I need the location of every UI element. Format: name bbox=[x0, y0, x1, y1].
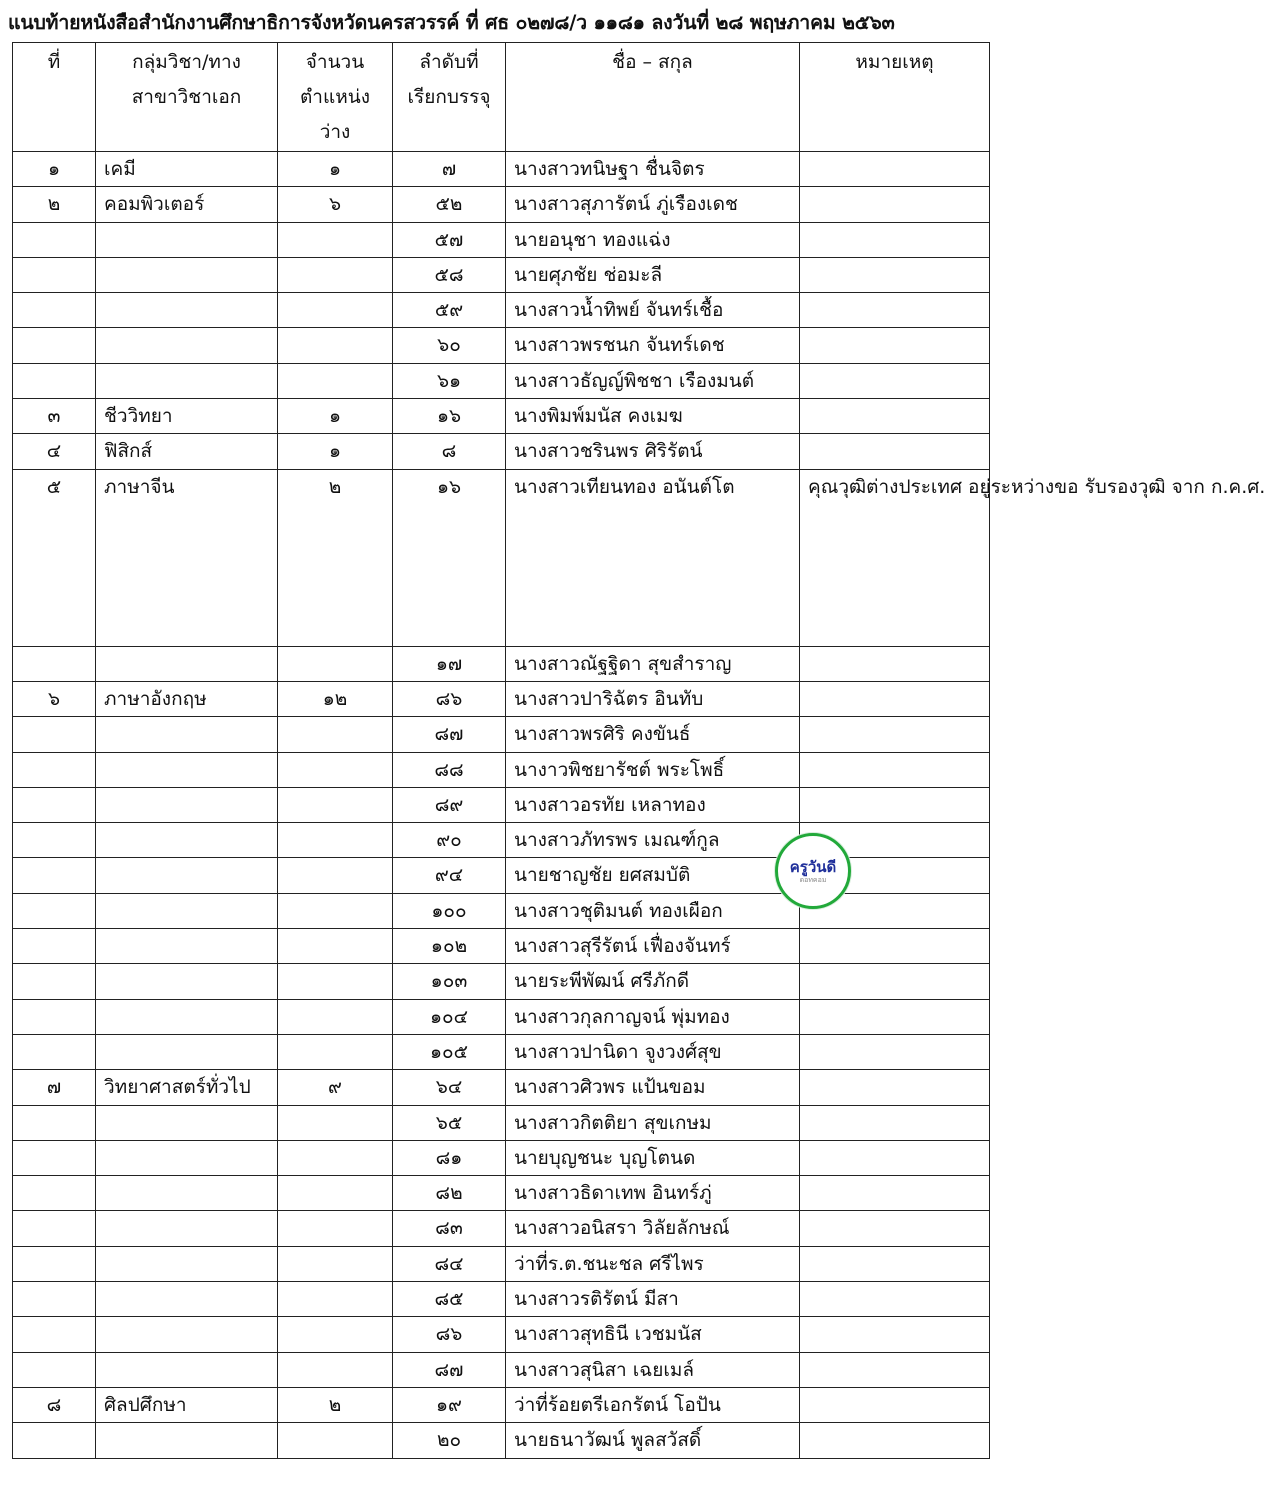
cell-name: นางสาวรติรัตน์ มีสา bbox=[506, 1282, 800, 1317]
cell-no bbox=[13, 1034, 96, 1069]
cell-order: ๕๒ bbox=[393, 187, 506, 222]
cell-subject bbox=[96, 999, 278, 1034]
cell-no bbox=[13, 293, 96, 328]
cell-no bbox=[13, 1140, 96, 1175]
cell-note bbox=[800, 152, 990, 187]
cell-name: นางสาวณัฐฐิดา สุขสำราญ bbox=[506, 646, 800, 681]
header-subject-line1: กลุ่มวิชา/ทาง bbox=[132, 51, 241, 73]
cell-note bbox=[800, 929, 990, 964]
cell-note bbox=[800, 1211, 990, 1246]
header-order-line2: เรียกบรรจุ bbox=[407, 86, 491, 108]
cell-subject bbox=[96, 1317, 278, 1352]
cell-count bbox=[278, 1176, 393, 1211]
cell-name: นายศุภชัย ช่อมะลี bbox=[506, 257, 800, 292]
cell-note bbox=[800, 999, 990, 1034]
cell-no bbox=[13, 1211, 96, 1246]
cell-note bbox=[800, 222, 990, 257]
cell-order: ๖๑ bbox=[393, 363, 506, 398]
table-row bbox=[13, 752, 990, 787]
cell-no bbox=[13, 858, 96, 893]
cell-name: นางสาวพรศิริ คงขันธ์ bbox=[506, 717, 800, 752]
cell-no: ๘ bbox=[13, 1387, 96, 1422]
cell-name: นางสาวสุทธินี เวชมนัส bbox=[506, 1317, 800, 1352]
table-row bbox=[13, 1070, 990, 1105]
table-row bbox=[13, 1140, 990, 1175]
cell-order: ๘๙ bbox=[393, 787, 506, 822]
cell-subject bbox=[96, 1105, 278, 1140]
cell-order: ๑๐๒ bbox=[393, 929, 506, 964]
cell-count bbox=[278, 1211, 393, 1246]
cell-no bbox=[13, 1105, 96, 1140]
cell-count: ๒ bbox=[278, 469, 393, 646]
cell-subject bbox=[96, 1140, 278, 1175]
cell-count: ๑ bbox=[278, 152, 393, 187]
appointment-table bbox=[12, 42, 1265, 1459]
cell-no bbox=[13, 328, 96, 363]
header-order-line1: ลำดับที่ bbox=[419, 51, 479, 73]
cell-name: นางสาวชุติมนต์ ทองเผือก bbox=[506, 893, 800, 928]
cell-order: ๒๐ bbox=[393, 1423, 506, 1458]
cell-order: ๘๖ bbox=[393, 681, 506, 716]
cell-no bbox=[13, 964, 96, 999]
cell-count bbox=[278, 1140, 393, 1175]
cell-name: นายอนุชา ทองแฉ่ง bbox=[506, 222, 800, 257]
table-row bbox=[13, 1423, 990, 1458]
cell-subject: ฟิสิกส์ bbox=[96, 434, 278, 469]
cell-subject: ภาษาจีน bbox=[96, 469, 278, 646]
cell-no bbox=[13, 752, 96, 787]
cell-order: ๘๕ bbox=[393, 1282, 506, 1317]
cell-order: ๕๙ bbox=[393, 293, 506, 328]
cell-order: ๖๐ bbox=[393, 328, 506, 363]
table-row bbox=[13, 1034, 990, 1069]
cell-order: ๘ bbox=[393, 434, 506, 469]
cell-order: ๑๗ bbox=[393, 646, 506, 681]
table-row bbox=[13, 964, 990, 999]
cell-subject: ชีววิทยา bbox=[96, 399, 278, 434]
header-count bbox=[278, 43, 393, 152]
cell-name: นางสาวสุนิสา เฉยเมล์ bbox=[506, 1352, 800, 1387]
cell-subject bbox=[96, 1176, 278, 1211]
cell-subject: ภาษาอังกฤษ bbox=[96, 681, 278, 716]
cell-subject bbox=[96, 1352, 278, 1387]
cell-note bbox=[800, 964, 990, 999]
table-row bbox=[13, 893, 990, 928]
cell-note bbox=[800, 681, 990, 716]
cell-note bbox=[800, 717, 990, 752]
table-row bbox=[13, 187, 990, 222]
cell-order: ๑๙ bbox=[393, 1387, 506, 1422]
cell-count bbox=[278, 363, 393, 398]
cell-no bbox=[13, 1423, 96, 1458]
table-row bbox=[13, 1105, 990, 1140]
cell-name: นายธนาวัฒน์ พูลสวัสดิ์ bbox=[506, 1423, 800, 1458]
table-row bbox=[13, 999, 990, 1034]
cell-no bbox=[13, 1176, 96, 1211]
cell-count: ๙ bbox=[278, 1070, 393, 1105]
cell-note bbox=[800, 1317, 990, 1352]
cell-count bbox=[278, 893, 393, 928]
cell-name: นางสาวปาริฉัตร อินทับ bbox=[506, 681, 800, 716]
table-row bbox=[13, 257, 990, 292]
cell-name: นางสาวปานิดา จูงวงศ์สุข bbox=[506, 1034, 800, 1069]
table-row bbox=[13, 646, 990, 681]
table-row bbox=[13, 469, 990, 646]
cell-note bbox=[800, 1105, 990, 1140]
cell-note bbox=[800, 257, 990, 292]
cell-subject bbox=[96, 328, 278, 363]
cell-count bbox=[278, 858, 393, 893]
cell-count: ๒ bbox=[278, 1387, 393, 1422]
cell-name: ว่าที่ร้อยตรีเอกรัตน์ โอปัน bbox=[506, 1387, 800, 1422]
cell-order: ๗ bbox=[393, 152, 506, 187]
cell-count: ๑๒ bbox=[278, 681, 393, 716]
cell-name: ว่าที่ร.ต.ชนะชล ศรีไพร bbox=[506, 1246, 800, 1281]
cell-subject bbox=[96, 1246, 278, 1281]
cell-count bbox=[278, 823, 393, 858]
cell-order: ๖๔ bbox=[393, 1070, 506, 1105]
cell-note bbox=[800, 1387, 990, 1422]
cell-no bbox=[13, 257, 96, 292]
header-name bbox=[506, 43, 800, 152]
cell-subject bbox=[96, 964, 278, 999]
table-row bbox=[13, 1282, 990, 1317]
cell-subject bbox=[96, 823, 278, 858]
cell-subject: วิทยาศาสตร์ทั่วไป bbox=[96, 1070, 278, 1105]
cell-subject bbox=[96, 929, 278, 964]
table-row bbox=[13, 1246, 990, 1281]
cell-name: นางสาวน้ำทิพย์ จันทร์เชื้อ bbox=[506, 293, 800, 328]
cell-note bbox=[800, 399, 990, 434]
cell-no: ๖ bbox=[13, 681, 96, 716]
cell-order: ๙๐ bbox=[393, 823, 506, 858]
cell-count bbox=[278, 1317, 393, 1352]
cell-no bbox=[13, 999, 96, 1034]
table-row bbox=[13, 222, 990, 257]
cell-subject bbox=[96, 752, 278, 787]
table-row bbox=[13, 399, 990, 434]
table-row bbox=[13, 1352, 990, 1387]
cell-note bbox=[800, 752, 990, 787]
cell-no: ๕ bbox=[13, 469, 96, 646]
cell-no bbox=[13, 823, 96, 858]
cell-count bbox=[278, 964, 393, 999]
cell-no bbox=[13, 1352, 96, 1387]
table-row bbox=[13, 293, 990, 328]
cell-subject bbox=[96, 787, 278, 822]
cell-name: นางสาวพรชนก จันทร์เดช bbox=[506, 328, 800, 363]
cell-count: ๑ bbox=[278, 434, 393, 469]
header-note-label: หมายเหตุ bbox=[855, 51, 934, 73]
cell-count bbox=[278, 328, 393, 363]
cell-name: นางสาวทนิษฐา ชื่นจิตร bbox=[506, 152, 800, 187]
cell-no bbox=[13, 717, 96, 752]
cell-subject bbox=[96, 363, 278, 398]
cell-name: นางสาวธัญญ์พิชชา เรืองมนต์ bbox=[506, 363, 800, 398]
table-row bbox=[13, 434, 990, 469]
cell-note bbox=[800, 1246, 990, 1281]
cell-subject bbox=[96, 222, 278, 257]
cell-no bbox=[13, 1246, 96, 1281]
cell-subject bbox=[96, 893, 278, 928]
cell-name: นางสาวธิดาเทพ อินทร์ภู่ bbox=[506, 1176, 800, 1211]
cell-count bbox=[278, 257, 393, 292]
cell-count bbox=[278, 293, 393, 328]
cell-order: ๘๖ bbox=[393, 1317, 506, 1352]
cell-note bbox=[800, 1282, 990, 1317]
cell-name: นางาวพิชยารัชต์ พระโพธิ์ bbox=[506, 752, 800, 787]
cell-name: นางสาวสุภารัตน์ ภู่เรืองเดช bbox=[506, 187, 800, 222]
table-row bbox=[13, 1211, 990, 1246]
cell-order: ๘๑ bbox=[393, 1140, 506, 1175]
cell-order: ๙๔ bbox=[393, 858, 506, 893]
cell-no: ๑ bbox=[13, 152, 96, 187]
watermark-badge bbox=[775, 833, 851, 909]
cell-no: ๓ bbox=[13, 399, 96, 434]
cell-count bbox=[278, 1246, 393, 1281]
document-title: แนบท้ายหนังสือสำนักงานศึกษาธิการจังหวัดนครสวรรค์ ที่ ศธ ๐๒๗๘/ว ๑๑๘๑ ลงวันที่ ๒๘ พฤษภาคม ๒๕๖๓ bbox=[8, 11, 895, 34]
cell-note bbox=[800, 293, 990, 328]
cell-order: ๖๕ bbox=[393, 1105, 506, 1140]
header-count-line2: ตำแหน่ง bbox=[299, 86, 371, 108]
cell-note bbox=[800, 363, 990, 398]
cell-subject bbox=[96, 646, 278, 681]
cell-count bbox=[278, 929, 393, 964]
table-row bbox=[13, 929, 990, 964]
header-name-label: ชื่อ – สกุล bbox=[612, 51, 693, 73]
cell-order: ๑๖ bbox=[393, 399, 506, 434]
cell-subject bbox=[96, 1211, 278, 1246]
cell-count bbox=[278, 222, 393, 257]
cell-name: นางสาวกุลกาญจน์ พุ่มทอง bbox=[506, 999, 800, 1034]
cell-count bbox=[278, 646, 393, 681]
cell-note bbox=[800, 1176, 990, 1211]
cell-no bbox=[13, 929, 96, 964]
cell-name: นางสาวชรินพร ศิริรัตน์ bbox=[506, 434, 800, 469]
header-note bbox=[800, 43, 990, 152]
cell-order: ๘๘ bbox=[393, 752, 506, 787]
cell-count: ๖ bbox=[278, 187, 393, 222]
cell-no bbox=[13, 1282, 96, 1317]
table-row bbox=[13, 328, 990, 363]
cell-count: ๑ bbox=[278, 399, 393, 434]
cell-no bbox=[13, 363, 96, 398]
watermark-sub: ดอทคอม bbox=[799, 875, 827, 884]
cell-note bbox=[800, 328, 990, 363]
header-no-label: ที่ bbox=[47, 51, 61, 73]
cell-subject bbox=[96, 1423, 278, 1458]
cell-order: ๑๐๔ bbox=[393, 999, 506, 1034]
cell-count bbox=[278, 1034, 393, 1069]
cell-no bbox=[13, 893, 96, 928]
cell-count bbox=[278, 787, 393, 822]
cell-name: นางสาวเทียนทอง อนันต์โต bbox=[506, 469, 800, 646]
cell-note bbox=[800, 187, 990, 222]
cell-subject: เคมี bbox=[96, 152, 278, 187]
cell-order: ๑๐๕ bbox=[393, 1034, 506, 1069]
cell-order: ๕๘ bbox=[393, 257, 506, 292]
cell-subject bbox=[96, 1034, 278, 1069]
table-row bbox=[13, 363, 990, 398]
cell-count bbox=[278, 752, 393, 787]
cell-order: ๑๖ bbox=[393, 469, 506, 646]
cell-subject bbox=[96, 293, 278, 328]
cell-order: ๑๐๓ bbox=[393, 964, 506, 999]
cell-no bbox=[13, 787, 96, 822]
cell-count bbox=[278, 999, 393, 1034]
cell-no bbox=[13, 1317, 96, 1352]
cell-order: ๑๐๐ bbox=[393, 893, 506, 928]
header-count-line1: จำนวน bbox=[305, 51, 365, 73]
cell-name: นางสาวภัทรพร เมณฑ์กูล bbox=[506, 823, 800, 858]
cell-name: นางสาวอรทัย เหลาทอง bbox=[506, 787, 800, 822]
cell-note bbox=[800, 1034, 990, 1069]
cell-note bbox=[800, 1070, 990, 1105]
header-subject-line2: สาขาวิชาเอก bbox=[131, 86, 242, 108]
table-header-row bbox=[13, 43, 990, 152]
cell-name: นางสาวอนิสรา วิลัยลักษณ์ bbox=[506, 1211, 800, 1246]
cell-note bbox=[800, 434, 990, 469]
cell-subject bbox=[96, 858, 278, 893]
table-body bbox=[13, 152, 1265, 1459]
cell-note bbox=[800, 1140, 990, 1175]
cell-subject bbox=[96, 717, 278, 752]
table-row bbox=[13, 1176, 990, 1211]
header-count-line3: ว่าง bbox=[319, 121, 351, 143]
cell-note bbox=[800, 646, 990, 681]
cell-name: นายบุญชนะ บุญโตนด bbox=[506, 1140, 800, 1175]
cell-name: นางสาวกิตติยา สุขเกษม bbox=[506, 1105, 800, 1140]
table-row bbox=[13, 681, 990, 716]
table-row bbox=[13, 717, 990, 752]
cell-name: นางพิมพ์มนัส คงเมฆ bbox=[506, 399, 800, 434]
cell-order: ๘๔ bbox=[393, 1246, 506, 1281]
cell-no: ๔ bbox=[13, 434, 96, 469]
table-row bbox=[13, 152, 990, 187]
cell-name: นายชาญชัย ยศสมบัติ bbox=[506, 858, 800, 893]
header-no bbox=[13, 43, 96, 152]
cell-count bbox=[278, 1423, 393, 1458]
cell-no: ๗ bbox=[13, 1070, 96, 1105]
header-subject bbox=[96, 43, 278, 152]
cell-count bbox=[278, 1352, 393, 1387]
cell-order: ๕๗ bbox=[393, 222, 506, 257]
cell-no bbox=[13, 646, 96, 681]
cell-subject: คอมพิวเตอร์ bbox=[96, 187, 278, 222]
cell-note bbox=[800, 1423, 990, 1458]
table-row bbox=[13, 1387, 990, 1422]
cell-count bbox=[278, 717, 393, 752]
cell-name: นางสาวศิวพร แป้นขอม bbox=[506, 1070, 800, 1105]
cell-note bbox=[800, 1352, 990, 1387]
cell-order: ๘๒ bbox=[393, 1176, 506, 1211]
table-row bbox=[13, 787, 990, 822]
table-row bbox=[13, 1317, 990, 1352]
cell-note bbox=[800, 787, 990, 822]
cell-no bbox=[13, 222, 96, 257]
cell-no: ๒ bbox=[13, 187, 96, 222]
cell-order: ๘๗ bbox=[393, 717, 506, 752]
cell-count bbox=[278, 1105, 393, 1140]
cell-subject: ศิลปศึกษา bbox=[96, 1387, 278, 1422]
cell-order: ๘๗ bbox=[393, 1352, 506, 1387]
cell-order: ๘๓ bbox=[393, 1211, 506, 1246]
cell-name: นายระพีพัฒน์ ศรีภักดี bbox=[506, 964, 800, 999]
header-order bbox=[393, 43, 506, 152]
cell-count bbox=[278, 1282, 393, 1317]
cell-subject bbox=[96, 1282, 278, 1317]
cell-subject bbox=[96, 257, 278, 292]
watermark-name: ครูวันดี bbox=[789, 857, 837, 876]
cell-note: คุณวุฒิต่างประเทศ อยู่ระหว่างขอ รับรองวุฒิ จาก ก.ค.ศ. bbox=[800, 469, 990, 646]
cell-name: นางสาวสุรีรัตน์ เฟื่องจันทร์ bbox=[506, 929, 800, 964]
